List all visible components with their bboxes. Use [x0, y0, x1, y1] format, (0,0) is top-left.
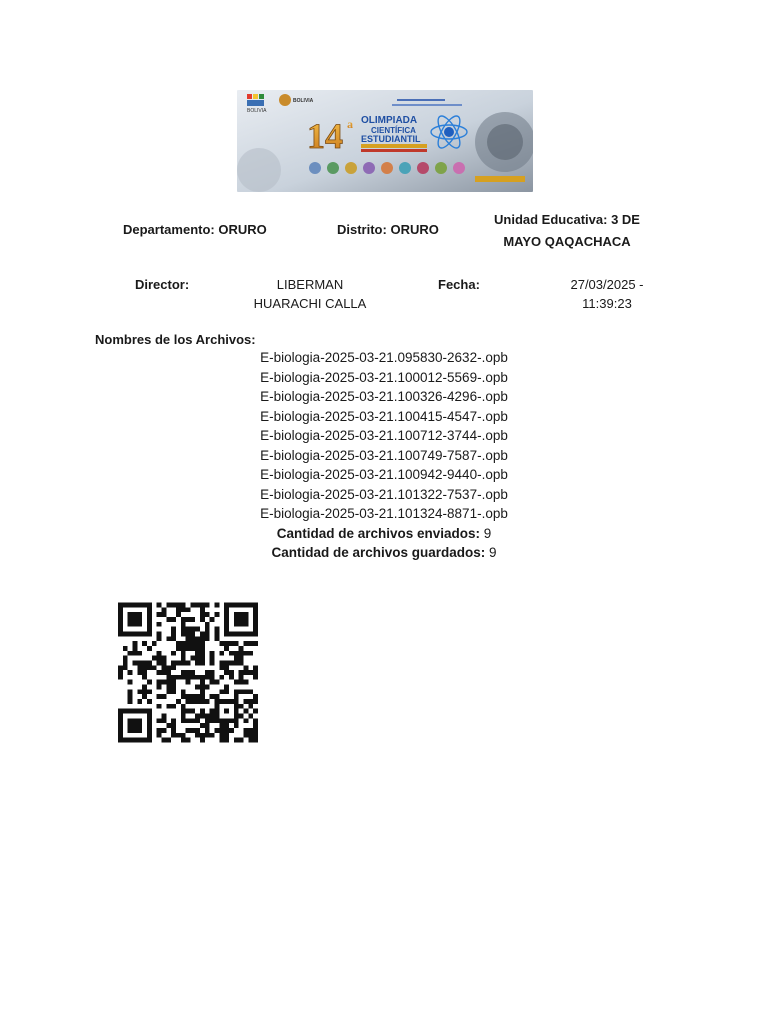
director-name — [245, 275, 375, 313]
unidad-label: Unidad Educativa: — [494, 212, 608, 227]
distrito-label: Distrito: — [337, 222, 387, 237]
svg-text:ESTUDIANTIL: ESTUDIANTIL — [361, 134, 421, 144]
files-saved-value: 9 — [489, 545, 497, 560]
files-list — [190, 348, 578, 563]
unidad-value-line2: MAYO QAQACHACA — [503, 234, 631, 249]
file-item: E-biologia-2025-03-21.100749-7587-.opb — [260, 447, 508, 463]
file-item: E-biologia-2025-03-21.100942-9440-.opb — [260, 467, 508, 482]
distrito — [337, 220, 439, 239]
files-saved-label: Cantidad de archivos guardados: — [271, 545, 486, 560]
file-item: E-biologia-2025-03-21.100326-4296-.opb — [260, 389, 508, 404]
svg-text:BOLIVIA: BOLIVIA — [293, 98, 314, 104]
file-item: E-biologia-2025-03-21.100012-5569-.opb — [260, 369, 508, 385]
files-saved-count — [190, 543, 578, 563]
svg-text:14: 14 — [307, 116, 343, 156]
director-name-line1: LIBERMAN — [276, 277, 344, 292]
fecha-value-line2: 11:39:23 — [582, 296, 632, 311]
fecha-value — [552, 275, 662, 313]
distrito-value: ORURO — [390, 222, 439, 237]
departamento — [123, 220, 267, 239]
file-item: E-biologia-2025-03-21.101324-8871-.opb — [260, 506, 508, 521]
files-sent-value: 9 — [483, 525, 492, 541]
file-item: E-biologia-2025-03-21.095830-2632-.opb — [260, 350, 508, 365]
banner-country-text: BOLIVIA — [247, 108, 267, 114]
unidad-educativa — [492, 209, 642, 253]
file-item: E-biologia-2025-03-21.101322-7537-.opb — [260, 486, 508, 502]
files-heading: Nombres de los Archivos: — [95, 332, 256, 347]
file-item: E-biologia-2025-03-21.100415-4547-.opb — [260, 408, 508, 424]
olympiad-banner-graphic — [237, 90, 533, 192]
director-name-line2: HUARACHI CALLA — [253, 296, 367, 311]
fecha-label: Fecha: — [438, 277, 480, 292]
svg-text:a: a — [347, 117, 353, 131]
departamento-label: Departamento: — [123, 222, 215, 237]
qr-code-icon — [118, 601, 258, 744]
svg-text:OLIMPIADA: OLIMPIADA — [361, 115, 418, 126]
departamento-value: ORURO — [218, 222, 267, 237]
fecha-value-line1: 27/03/2025 - — [570, 277, 644, 292]
files-sent-count — [190, 524, 578, 544]
unidad-value-line1: 3 DE — [611, 212, 640, 227]
director-label: Director: — [135, 277, 190, 292]
olympiad-banner — [237, 90, 533, 192]
file-item: E-biologia-2025-03-21.100712-3744-.opb — [260, 428, 508, 443]
files-sent-label: Cantidad de archivos enviados: — [276, 525, 481, 541]
svg-text:CIENTÍFICA: CIENTÍFICA — [371, 126, 416, 135]
